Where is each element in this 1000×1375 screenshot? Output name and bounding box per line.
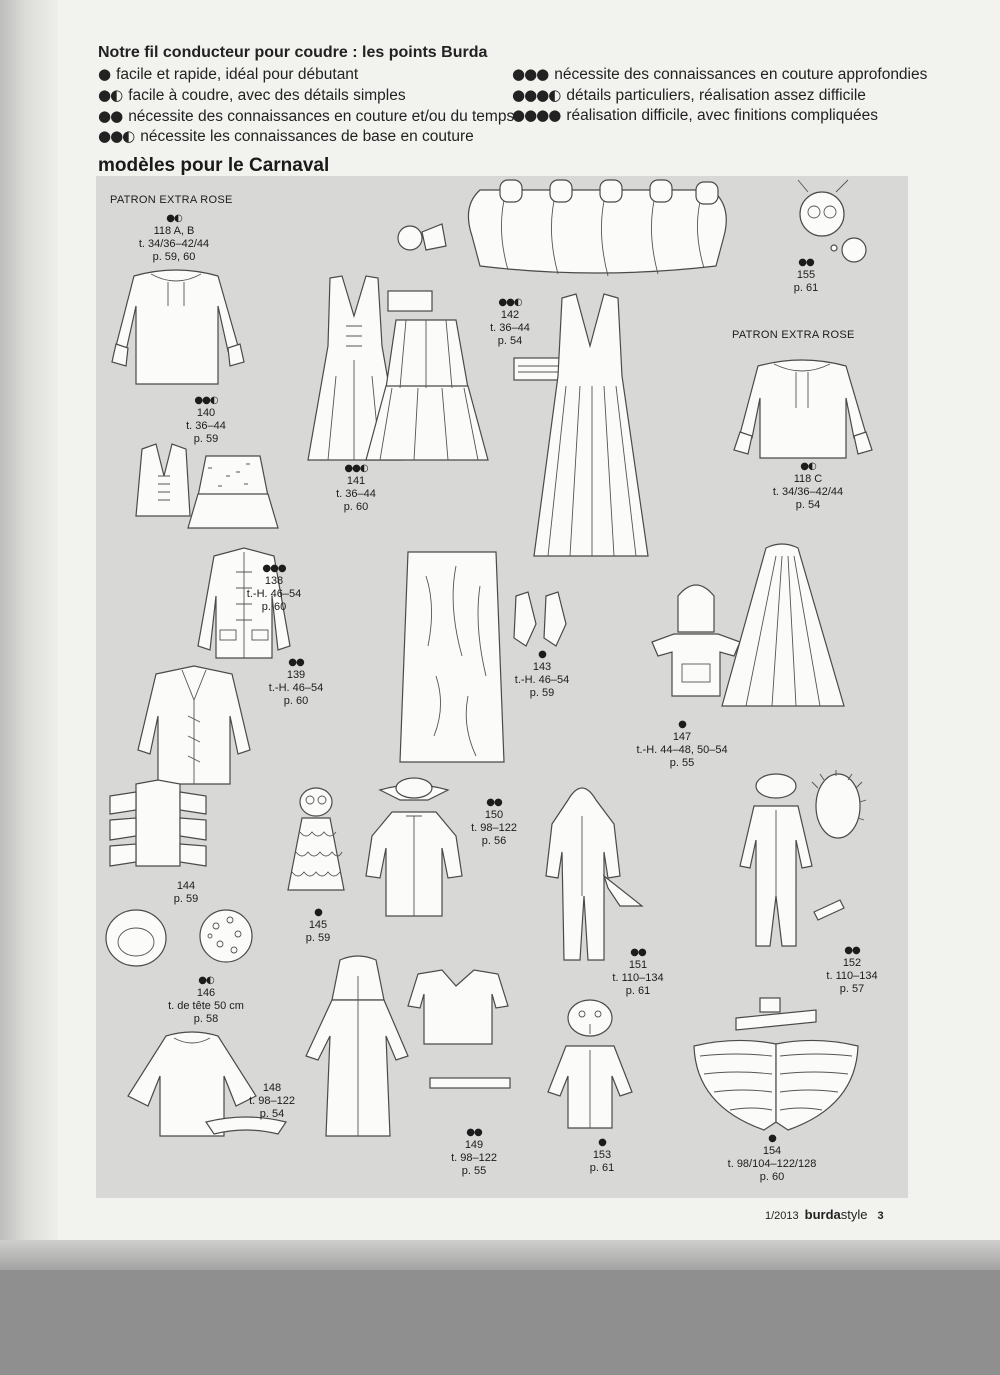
difficulty-dots: ●●◐	[344, 463, 368, 474]
patron-extra-note: PATRON EXTRA ROSE	[732, 329, 855, 341]
model-number: 145	[308, 919, 328, 931]
blouse-drawing-118c	[734, 360, 872, 458]
difficulty-dots: ●●	[844, 945, 860, 956]
model-page: p. 56	[481, 835, 507, 847]
shirt-drawing-139	[138, 666, 250, 784]
hat-drawing-146	[106, 910, 252, 966]
legend-text: facile et rapide, idéal pour débutant	[116, 66, 359, 83]
brand-name-light: style	[840, 1207, 868, 1222]
model-label-149	[451, 1126, 497, 1178]
model-label-146	[168, 974, 244, 1026]
model-label-140	[186, 394, 226, 446]
legend-text: réalisation difficile, avec finitions compliquées	[566, 107, 878, 124]
model-number: 139	[286, 669, 306, 681]
model-label-152	[826, 944, 877, 996]
model-size: t. 98–122	[471, 822, 517, 834]
model-label-150	[471, 796, 517, 848]
legend-item	[98, 126, 474, 147]
wings-drawing-154	[694, 998, 858, 1130]
model-page: p. 54	[497, 335, 523, 347]
model-size: t. 36–44	[490, 322, 530, 334]
difficulty-dots: ●◐	[800, 461, 816, 472]
legend-text: détails particuliers, réalisation assez difficile	[566, 87, 866, 104]
patron-extra-note: PATRON EXTRA ROSE	[110, 194, 233, 206]
onesie-drawing-151	[546, 788, 642, 960]
model-page: p. 61	[793, 282, 819, 294]
model-label-145	[306, 906, 330, 945]
vest-drawing-140	[136, 444, 190, 516]
model-page: p. 55	[461, 1165, 487, 1177]
model-label-154	[728, 1132, 817, 1184]
model-page: p. 60	[261, 601, 287, 613]
model-size: t. 110–134	[612, 972, 664, 984]
model-number: 118 A, B	[153, 225, 195, 237]
model-page: p. 60	[759, 1171, 785, 1183]
model-label-142	[490, 296, 530, 348]
legend-text: nécessite des connaissances en couture et/ou du temps	[128, 108, 515, 125]
model-number: 144	[176, 880, 196, 892]
difficulty-dots: ●●	[486, 797, 502, 808]
model-number: 146	[196, 987, 216, 999]
model-page: p. 59	[193, 433, 219, 445]
model-size: t.-H. 46–54	[268, 682, 324, 694]
model-size: t.-H. 46–54	[246, 588, 302, 600]
difficulty-dots: ●◐	[98, 86, 123, 104]
model-page: p. 54	[259, 1108, 285, 1120]
model-label-139	[269, 656, 323, 708]
model-number: 150	[484, 809, 504, 821]
model-page: p. 60	[343, 501, 369, 513]
difficulty-dots: ●	[314, 907, 322, 918]
model-label-143	[515, 648, 569, 700]
difficulty-dots: ●●	[98, 107, 123, 125]
difficulty-dots: ●●◐	[498, 297, 522, 308]
section-title: modèles pour le Carnaval	[98, 155, 330, 176]
mouse-costume-drawing-153	[548, 1000, 632, 1128]
legend-item	[98, 106, 514, 127]
legend-text: nécessite les connaissances de base en couture	[140, 128, 474, 145]
difficulty-dots: ●	[598, 1137, 606, 1148]
model-size: t. 98–122	[249, 1095, 295, 1107]
difficulty-dots: ●●	[798, 257, 814, 268]
cloak-drawing-149	[306, 956, 510, 1136]
model-number: 153	[592, 1149, 612, 1161]
dress-drawing-142	[514, 294, 648, 556]
model-size: t. 34/36–42/44	[138, 238, 210, 250]
difficulty-dots: ●●◐	[194, 395, 218, 406]
model-number: 147	[672, 731, 692, 743]
difficulty-dots: ●●●◐	[512, 86, 561, 104]
model-size: t. 36–44	[186, 420, 226, 432]
brand-name-bold: burda	[804, 1207, 841, 1222]
model-page: p. 59	[173, 893, 199, 905]
model-size: t.-H. 44–48, 50–54	[636, 744, 728, 756]
model-label-148	[249, 1082, 295, 1121]
model-page: p. 57	[839, 983, 865, 995]
difficulty-dots: ●◐	[198, 975, 214, 986]
model-number: 140	[196, 407, 216, 419]
legend-item	[512, 64, 927, 85]
model-size: t. 98/104–122/128	[727, 1158, 817, 1170]
model-page: p. 59	[305, 932, 331, 944]
legend-item	[98, 85, 406, 106]
difficulty-dots: ●●	[630, 947, 646, 958]
difficulty-dots: ●●	[466, 1127, 482, 1138]
difficulty-dots: ●●◐	[98, 127, 135, 145]
model-page: p. 55	[669, 757, 695, 769]
model-size: t. 98–122	[451, 1152, 497, 1164]
legend-text: facile à coudre, avec des détails simples	[128, 87, 406, 104]
model-size: t. 110–134	[826, 970, 878, 982]
legend-text: nécessite des connaissances en couture approfondies	[554, 66, 928, 83]
model-page: p. 59	[529, 687, 555, 699]
model-label-153	[590, 1136, 614, 1175]
pattern-overview-panel	[96, 176, 908, 1198]
difficulty-dots: ●	[768, 1133, 776, 1144]
skirt-drawing-140	[188, 456, 278, 528]
model-number: 148	[262, 1082, 282, 1094]
model-page: p. 59, 60	[152, 251, 196, 263]
model-number: 141	[346, 475, 366, 487]
model-page: p. 61	[625, 985, 651, 997]
difficulty-dots: ●	[538, 649, 546, 660]
model-label-151	[612, 946, 663, 998]
model-number: 154	[762, 1145, 782, 1157]
difficulty-dots: ●●●●	[512, 106, 561, 124]
model-number: 149	[464, 1139, 484, 1151]
legend-item	[98, 64, 358, 85]
knight-costume-drawing-147	[652, 544, 844, 706]
blouse-drawing-118ab	[112, 270, 244, 384]
model-page: p. 58	[193, 1013, 219, 1025]
page-spine-shadow	[0, 0, 58, 1240]
legend-item	[512, 105, 878, 126]
model-label-141	[336, 462, 376, 514]
difficulty-dots: ●	[98, 65, 111, 83]
difficulty-dots: ●	[678, 719, 686, 730]
model-size: t. 36–44	[336, 488, 376, 500]
difficulty-dots: ●●●	[512, 65, 549, 83]
model-number: 143	[532, 661, 552, 673]
model-number: 155	[796, 269, 816, 281]
issue-date: 1/2013	[765, 1210, 799, 1222]
model-label-147	[636, 718, 727, 770]
difficulty-dots: ●●●	[262, 563, 286, 574]
model-number: 118 C	[793, 473, 823, 485]
difficulty-dots: ●◐	[166, 213, 182, 224]
model-size: t. 34/36–42/44	[772, 486, 844, 498]
legend-title: Notre fil conducteur pour coudre : les points Burda	[98, 44, 488, 61]
model-size: t. de tête 50 cm	[168, 1000, 244, 1012]
model-number: 142	[500, 309, 520, 321]
monkey-suit-drawing-152	[740, 770, 866, 946]
legend-item	[512, 85, 866, 106]
model-page: p. 60	[283, 695, 309, 707]
page-number: 3	[877, 1210, 884, 1222]
model-page: p. 61	[589, 1162, 615, 1174]
model-label-144	[174, 880, 198, 906]
model-page: p. 54	[795, 499, 821, 511]
model-number: 151	[628, 959, 648, 971]
model-number: 152	[842, 957, 862, 969]
model-label-155	[794, 256, 818, 295]
owl-costume-drawing-145	[288, 788, 344, 890]
costume-drawing-144	[110, 780, 206, 866]
scan-edge	[0, 1240, 1000, 1270]
model-label-138	[247, 562, 301, 614]
model-number: 138	[264, 575, 284, 587]
difficulty-dots: ●●	[288, 657, 304, 668]
model-size: t.-H. 46–54	[514, 674, 570, 686]
model-label-118c	[773, 460, 843, 512]
robe-drawing-150	[366, 778, 462, 916]
page-footer	[765, 1206, 884, 1224]
model-label-118ab	[139, 212, 209, 264]
